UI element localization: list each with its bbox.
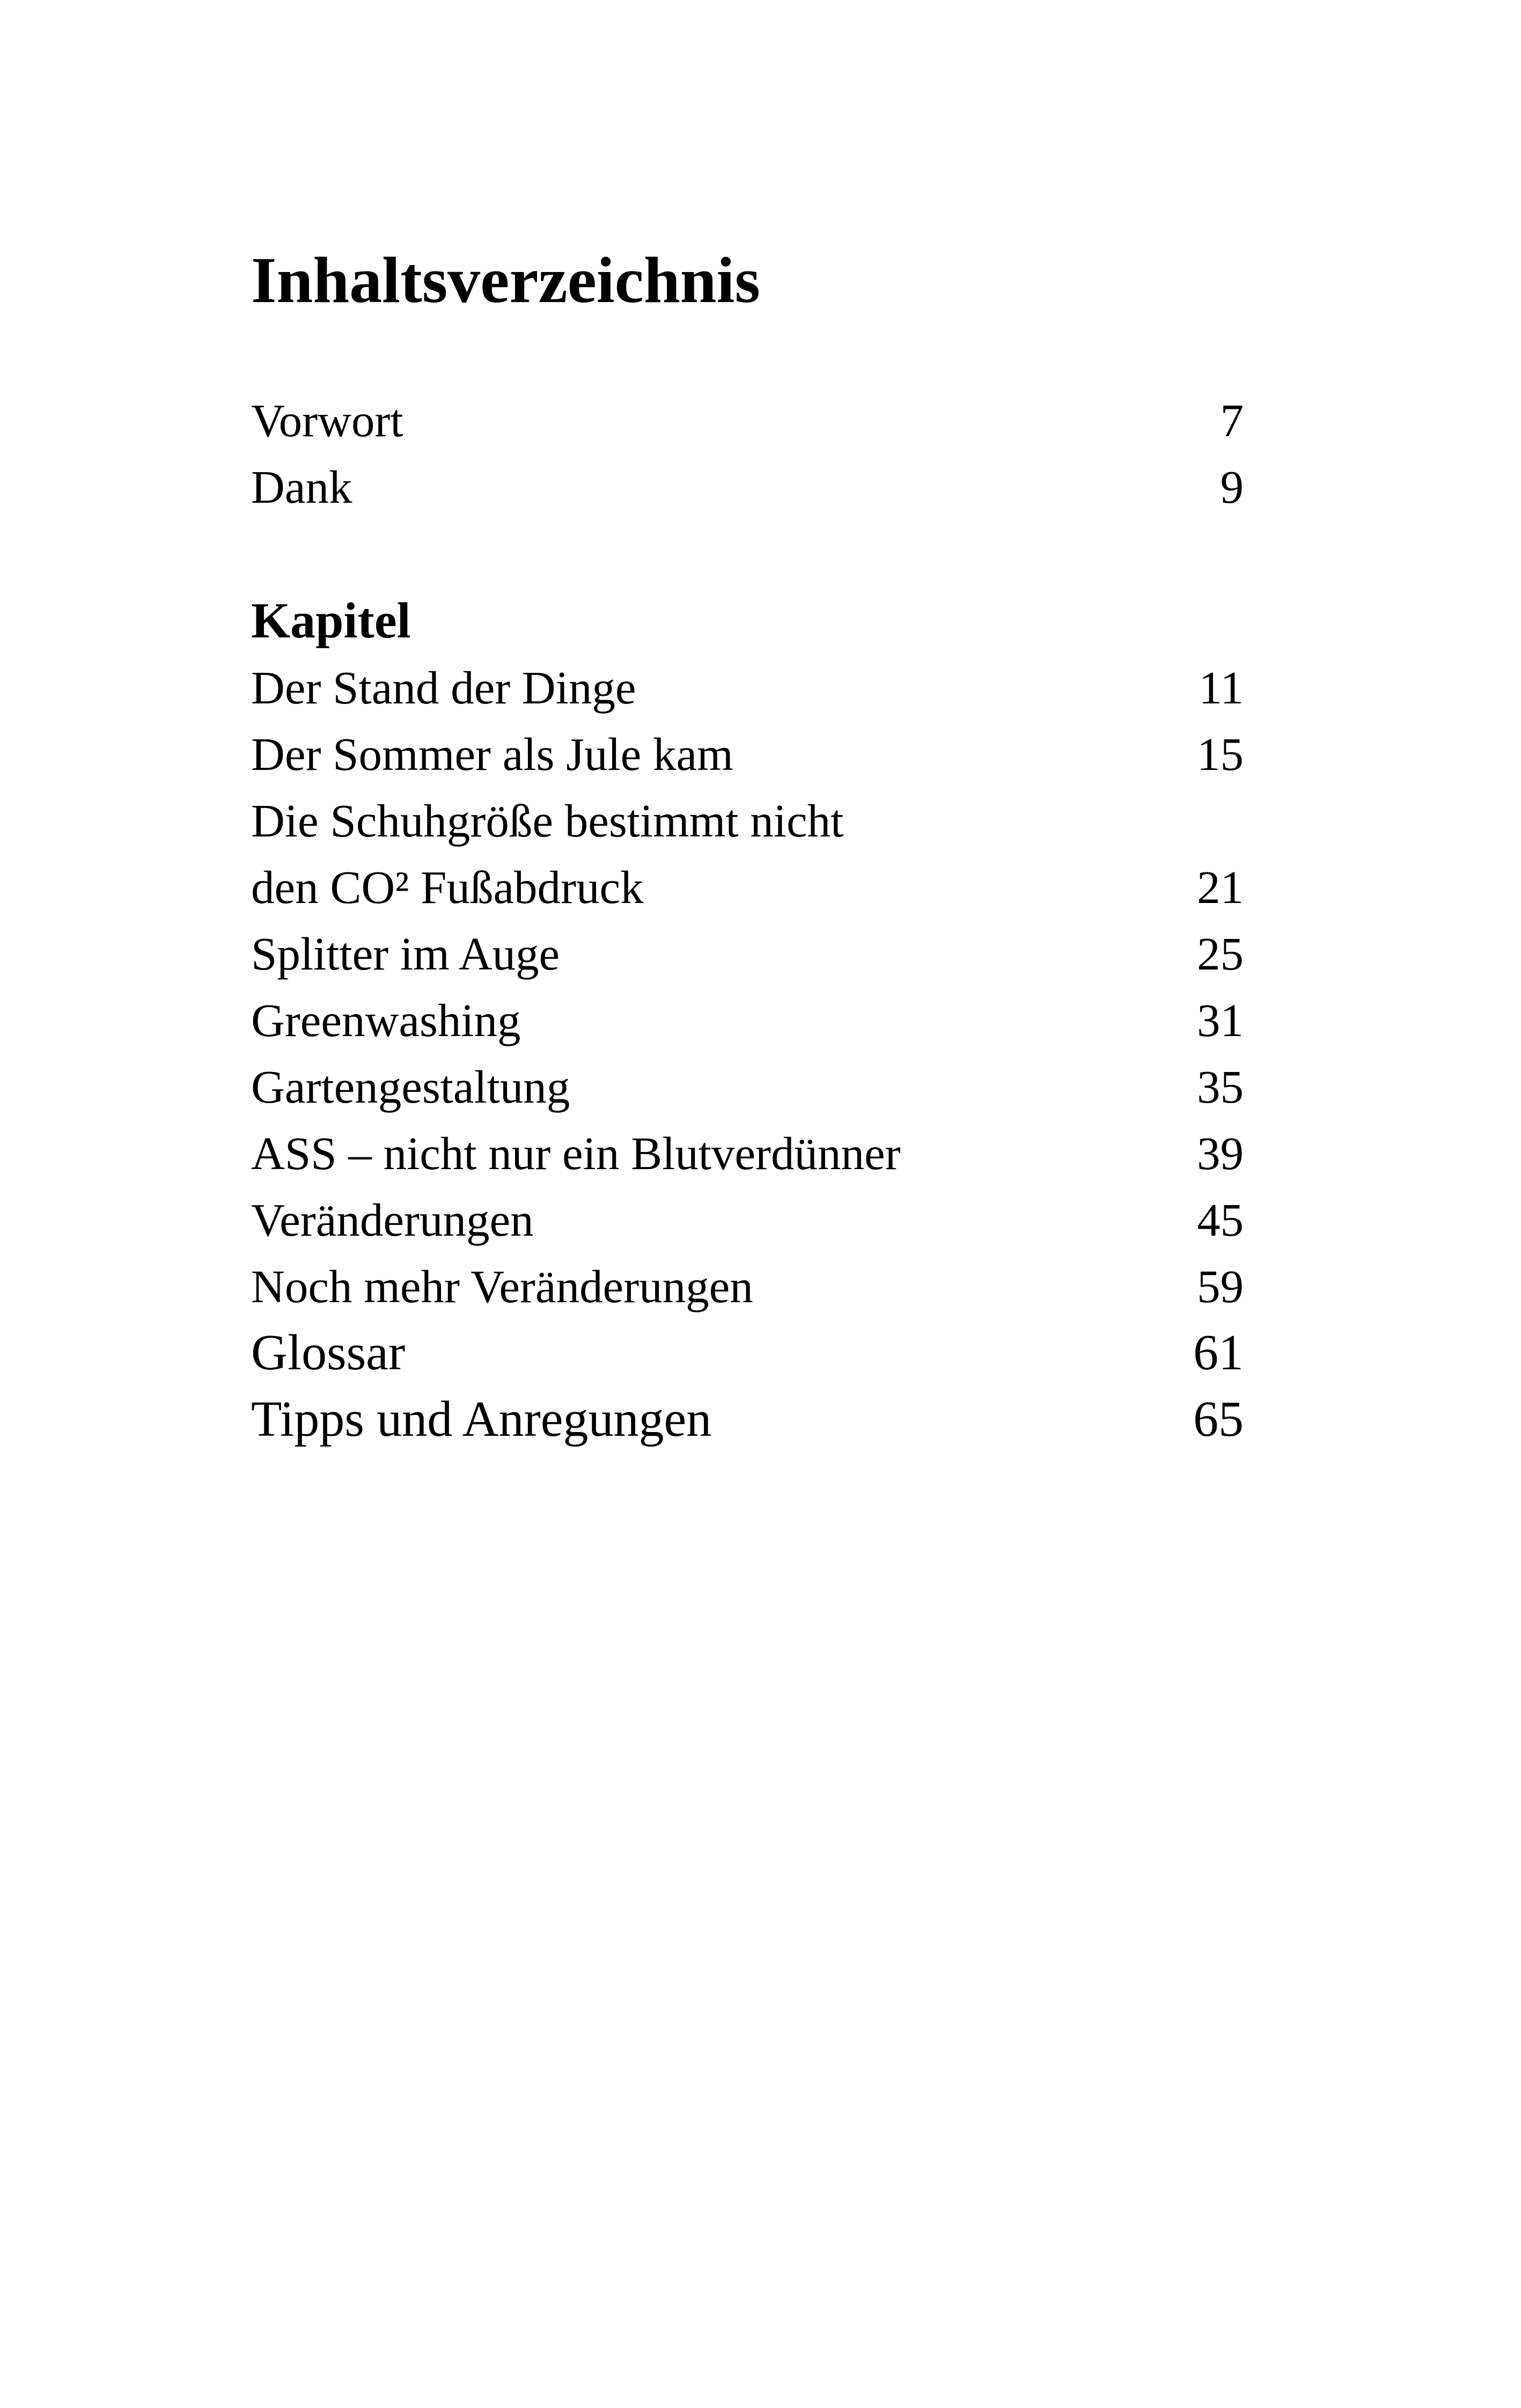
toc-entry-label: Gartengestaltung [251,1061,570,1113]
toc-entry-label: Der Sommer als Jule kam [251,728,733,780]
toc-entry-label: Der Stand der Dinge [251,662,636,714]
toc-entry-label: Noch mehr Veränderungen [251,1260,753,1312]
toc-entry [251,1260,1244,1330]
toc-entry-page: 39 [1197,1127,1244,1179]
toc-entry [251,728,1244,797]
chapters-heading: Kapitel [251,593,411,649]
toc-entry-page: 7 [1220,394,1244,446]
toc-entry-page: 59 [1197,1260,1244,1312]
page-title: Inhaltsverzeichnis [251,244,760,317]
toc-entry-label: Die Schuhgröße bestimmt nicht [251,795,844,847]
toc-entry-label: Glossar [251,1325,406,1381]
toc-entry [251,930,1244,997]
toc-entry-label: Veränderungen [251,1194,534,1246]
toc-entry-page: 35 [1197,1061,1244,1113]
toc-entry [251,1196,1244,1263]
toc-entry-page: 21 [1197,861,1244,913]
toc-entry [251,994,1244,1063]
toc-entry [251,1127,1244,1196]
toc-entry-label: Tipps und Anregungen [251,1391,712,1447]
toc-entry-page: 31 [1197,994,1244,1046]
toc-entry [251,797,1244,864]
toc-entry [251,461,1244,530]
toc-entry-page: 61 [1193,1325,1244,1381]
toc-entry-page: 9 [1220,461,1244,513]
toc-entry-page: 15 [1197,728,1244,780]
toc-entry [251,664,1244,731]
toc-entry-label: ASS – nicht nur ein Blutverdünner [251,1127,901,1179]
toc-entry [251,861,1244,930]
toc-entry-label: Splitter im Auge [251,928,560,980]
toc-entry [251,1327,1244,1394]
toc-entry [251,394,1244,464]
toc-entry-page: 65 [1193,1391,1244,1447]
toc-entry-page: 25 [1197,928,1244,980]
toc-entry-page: 11 [1199,662,1244,714]
toc-entry-label: Greenwashing [251,994,521,1046]
toc-entry-label: Dank [251,461,352,513]
toc-entry-page: 45 [1197,1194,1244,1246]
toc-entry [251,1063,1244,1130]
toc-entry-label: Vorwort [251,394,403,446]
toc-entry [251,1391,1244,1460]
toc-entry-label: den CO² Fußabdruck [251,861,644,913]
